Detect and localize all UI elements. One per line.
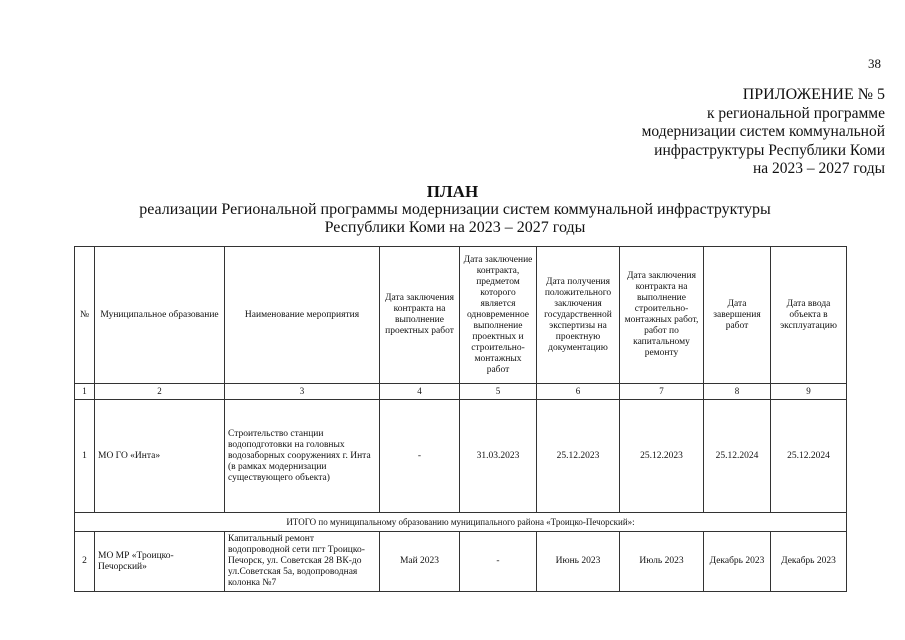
appendix-line: на 2023 – 2027 годы	[753, 160, 885, 177]
row-number: 2	[75, 532, 95, 592]
column-number: 8	[704, 384, 771, 400]
activity-name-cell: Капитальный ремонт водопроводной сети пгт Троицко-Печорск, ул. Советская 28 ВК-до ул.Советская 5а, водопроводная колонка №7	[225, 532, 380, 592]
plan-subtitle-line: Республики Коми на 2023 – 2027 годы	[324, 219, 586, 236]
column-number: 3	[225, 384, 380, 400]
municipality-cell: МО МР «Троицко-Печорский»	[95, 532, 225, 592]
column-number: 9	[771, 384, 847, 400]
header-cell: Дата завершения работ	[704, 247, 771, 384]
combined-contract-date: -	[460, 532, 537, 592]
header-cell: Наименование мероприятия	[225, 247, 380, 384]
row-number: 1	[75, 400, 95, 513]
design-contract-date: -	[380, 400, 460, 513]
column-number: 4	[380, 384, 460, 400]
header-cell: №	[75, 247, 95, 384]
column-number: 2	[95, 384, 225, 400]
column-number: 7	[620, 384, 704, 400]
table-row	[75, 532, 847, 592]
appendix-title: ПРИЛОЖЕНИЕ № 5	[742, 86, 885, 103]
itogo-row	[75, 513, 847, 532]
appendix-block	[642, 86, 885, 179]
header-cell: Муниципальное образование	[95, 247, 225, 384]
expertise-date: 25.12.2023	[537, 400, 620, 513]
construction-contract-date: Июль 2023	[620, 532, 704, 592]
header-cell: Дата заключение контракта, предметом которого является одновременное выполнение проектных и строительно-монтажных работ	[460, 247, 537, 384]
table-row	[75, 400, 847, 513]
header-cell: Дата заключения контракта на выполнение строительно-монтажных работ, работ по капитальному ремонту	[620, 247, 704, 384]
plan-subtitle-line: реализации Региональной программы модернизации систем коммунальной инфраструктуры	[139, 201, 771, 218]
activity-name-cell: Строительство станции водоподготовки на головных водозаборных сооружениях г. Инта (в рамках модернизации существующего объекта)	[225, 400, 380, 513]
column-number-row	[75, 384, 847, 400]
construction-contract-date: 25.12.2023	[620, 400, 704, 513]
plan-subtitle	[95, 201, 815, 237]
expertise-date: Июнь 2023	[537, 532, 620, 592]
appendix-line: инфраструктуры Республики Коми	[654, 141, 885, 159]
header-row	[75, 247, 847, 384]
header-cell: Дата заключения контракта на выполнение проектных работ	[380, 247, 460, 384]
combined-contract-date: 31.03.2023	[460, 400, 537, 513]
plan-table	[74, 246, 847, 592]
appendix-line: к региональной программе	[706, 104, 885, 122]
completion-date: 25.12.2024	[704, 400, 771, 513]
plan-title: ПЛАН	[426, 182, 479, 201]
header-cell: Дата получения положительного заключения государственной экспертизы на проектную документацию	[537, 247, 620, 384]
municipality-cell: МО ГО «Инта»	[95, 400, 225, 513]
itogo-label: ИТОГО по муниципальному образованию муниципального района «Троицко-Печорский»:	[75, 513, 847, 532]
column-number: 6	[537, 384, 620, 400]
completion-date: Декабрь 2023	[704, 532, 771, 592]
page-number: 38	[868, 56, 881, 71]
commissioning-date: Декабрь 2023	[771, 532, 847, 592]
header-cell: Дата ввода объекта в эксплуатацию	[771, 247, 847, 384]
design-contract-date: Май 2023	[380, 532, 460, 592]
appendix-line: модернизации систем коммунальной	[641, 123, 885, 140]
column-number: 5	[460, 384, 537, 400]
commissioning-date: 25.12.2024	[771, 400, 847, 513]
column-number: 1	[75, 384, 95, 400]
